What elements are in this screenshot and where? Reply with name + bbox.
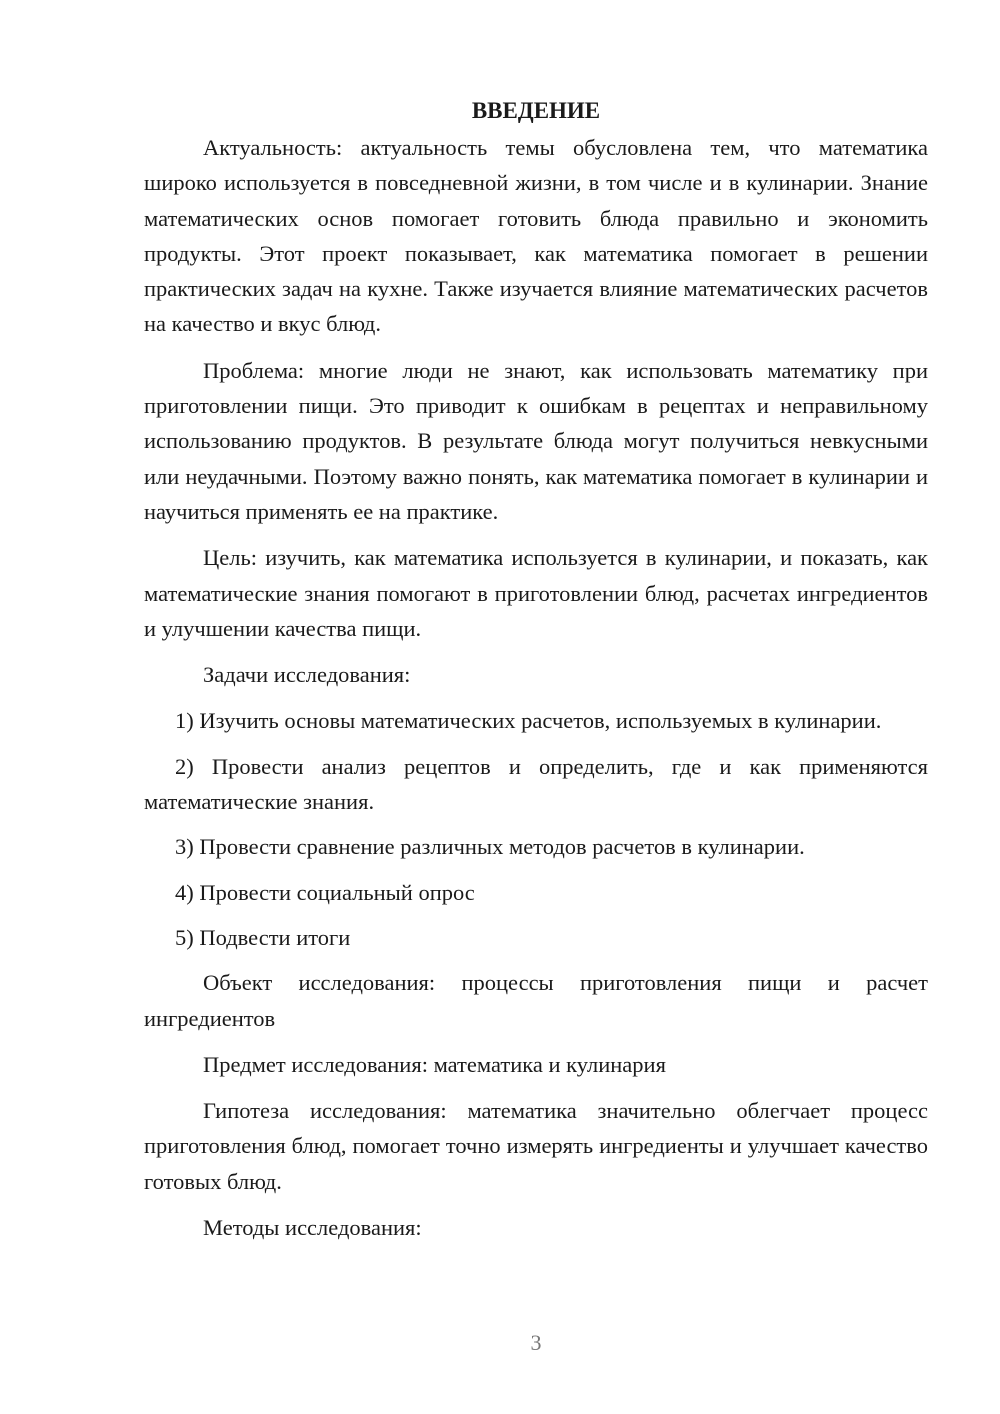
list-item: 4) Провести социальный опрос [175, 879, 475, 905]
goal-paragraph: Цель: изучить, как математика используется в кулинарии, и показать, как математические знания помогают в приготовлении блюд, расчетах ингредиентов и улучшении качества пищи. [144, 545, 928, 641]
tasks-list [144, 703, 928, 955]
document-page [144, 93, 928, 1256]
tasks-heading: Задачи исследования: [203, 662, 411, 688]
list-item: 2) Провести анализ рецептов и определить, где и как применяются математические знания. [144, 753, 928, 815]
hypothesis-paragraph: Гипотеза исследования: математика значительно облегчает процесс приготовления блюд, помогает точно измерять ингредиенты и улучшает качество готовых блюд. [144, 1098, 928, 1194]
list-item: 1) Изучить основы математических расчетов, используемых в кулинарии. [175, 708, 882, 734]
methods-heading: Методы исследования: [203, 1215, 422, 1241]
object-paragraph: Объект исследования: процессы приготовления пищи и расчет ингредиентов [144, 970, 928, 1031]
list-item: 3) Провести сравнение различных методов расчетов в кулинарии. [175, 834, 805, 860]
page-title: ВВЕДЕНИЕ [471, 98, 601, 123]
list-item: 5) Подвести итоги [175, 924, 351, 950]
subject-paragraph: Предмет исследования: математика и кулинария [203, 1051, 666, 1077]
problem-paragraph: Проблема: многие люди не знают, как использовать математику при приготовлении пищи. Это приводит к ошибкам в рецептах и неправильному использованию продуктов. В результате блюда могут получиться невкусными или неудачными. Поэтому важно понять, как математика помогает в кулинарии и научиться применять ее на практике. [144, 357, 928, 524]
page-number: 3 [530, 1330, 542, 1355]
relevance-paragraph: Актуальность: актуальность темы обусловлена тем, что математика широко используется в повседневной жизни, в том числе и в кулинарии. Знание математических основ помогает готовить блюда правильно и экономить продукты. Этот проект показывает, как математика помогает в решении практических задач на кухне. Также изучается влияние математических расчетов на качество и вкус блюд. [144, 135, 928, 337]
